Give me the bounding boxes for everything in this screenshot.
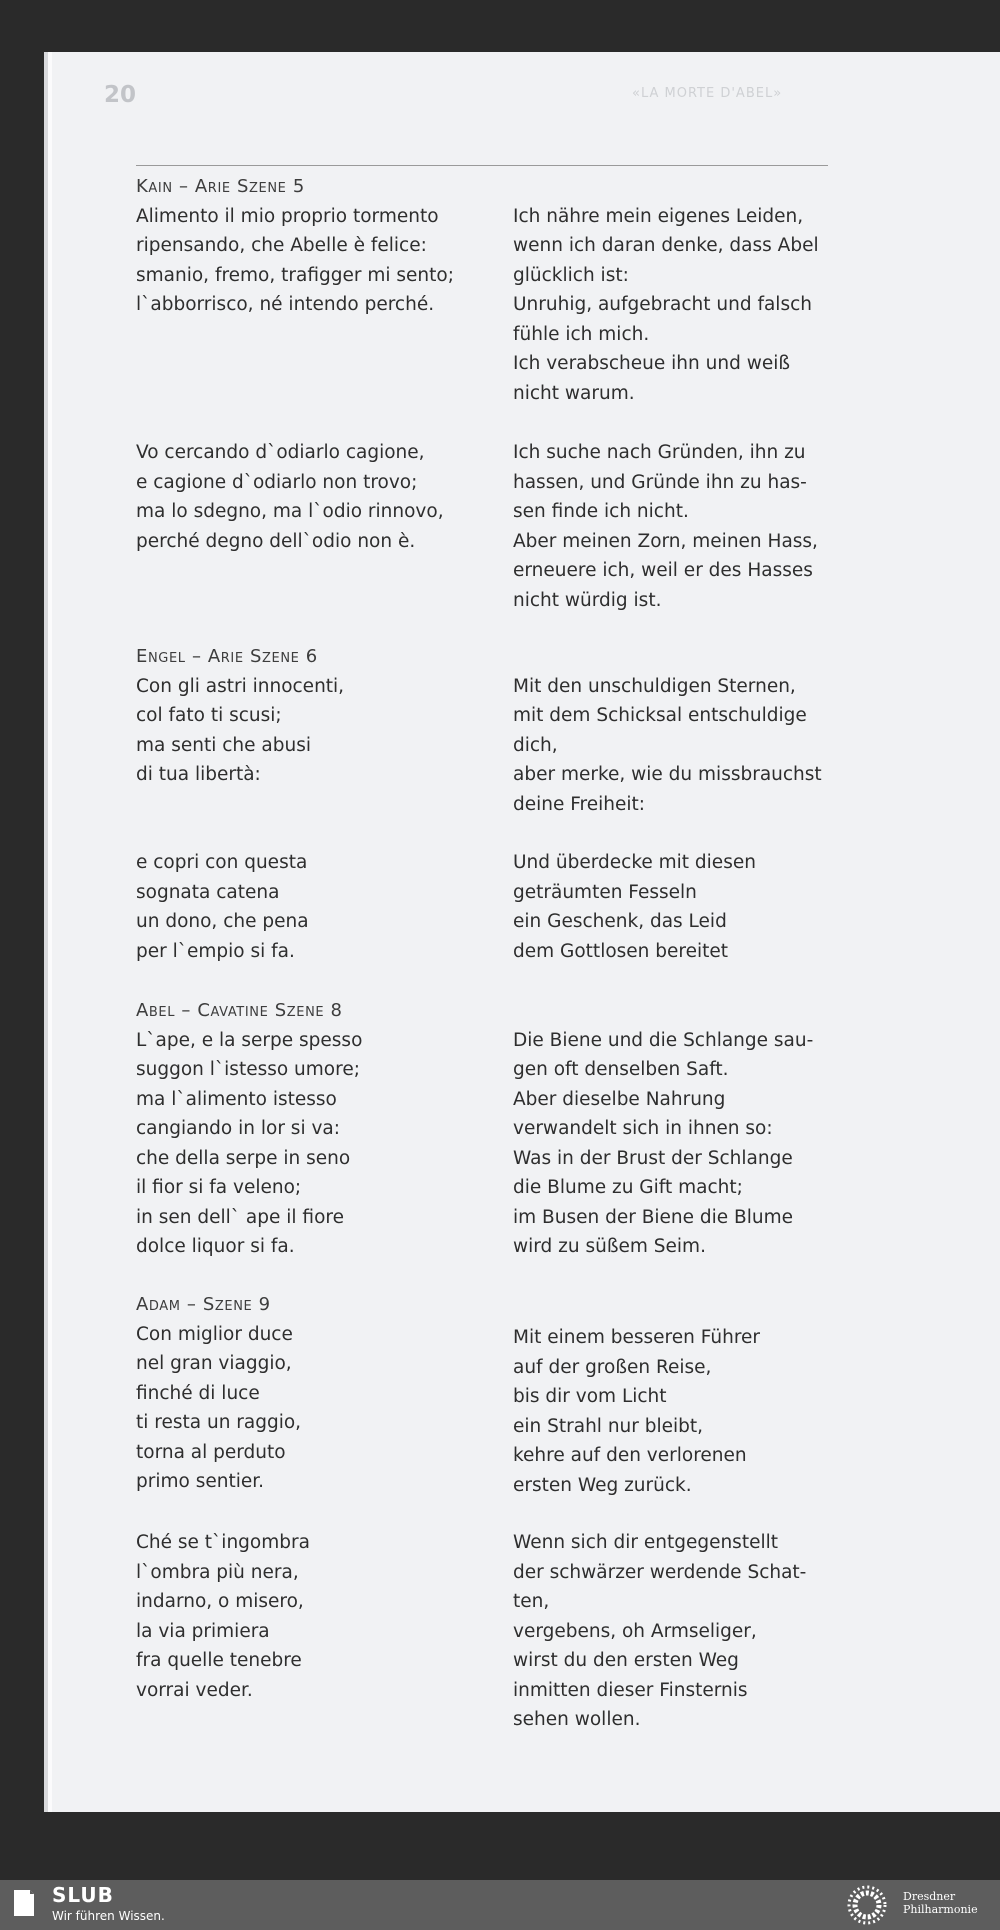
text-line: dem Gottlosen bereitet <box>513 940 729 962</box>
text-line: perché degno dell`odio non è. <box>136 530 416 552</box>
text-line: Unruhig, aufgebracht und falsch <box>513 294 812 315</box>
footer-bar <box>0 1880 1000 1930</box>
text-line: ma senti che abusi <box>136 734 312 756</box>
header-rule <box>136 165 828 166</box>
text-line: indarno, o misero, <box>136 1591 304 1612</box>
text-line: ten, <box>513 1591 550 1612</box>
text-line: Ché se t`ingombra <box>136 1532 310 1553</box>
text-line: Die Biene und die Schlange sau- <box>513 1029 814 1051</box>
text-line: ein Strahl nur bleibt, <box>513 1415 704 1437</box>
library-name[interactable]: SLUB <box>52 1883 114 1907</box>
text-line: torna al perduto <box>136 1441 286 1463</box>
text-line: ti resta un raggio, <box>136 1412 302 1433</box>
text-line: Mit den unschuldigen Sternen, <box>513 675 796 697</box>
text-line: vergebens, oh Armseliger, <box>513 1620 757 1642</box>
text-line: Was in der Brust der Schlange <box>513 1147 793 1169</box>
text-line: primo sentier. <box>136 1471 265 1492</box>
german-translation <box>513 848 843 966</box>
text-line: l`abborrisco, né intendo perché. <box>136 294 435 315</box>
text-line: sognata catena <box>136 881 280 903</box>
text-line: ersten Weg zurück. <box>513 1474 692 1496</box>
text-line: in sen dell` ape il fiore <box>136 1206 344 1228</box>
text-line: cangiando in lor si va: <box>136 1118 340 1139</box>
text-line: Aber dieselbe Nahrung <box>513 1088 726 1110</box>
text-line: fra quelle tenebre <box>136 1650 302 1671</box>
text-line: Ich verabscheue ihn und weiß <box>513 353 791 374</box>
text-line: Mit einem besseren Führer <box>513 1327 761 1348</box>
text-line: la via primiera <box>136 1620 270 1642</box>
partner-name-line-2: Philharmonie <box>903 1903 978 1916</box>
text-line: kehre auf den verlorenen <box>513 1445 747 1466</box>
text-line: Con gli astri innocenti, <box>136 675 345 697</box>
text-line: dich, <box>513 734 558 756</box>
text-line: wenn ich daran denke, dass Abel <box>513 235 819 256</box>
text-line: sehen wollen. <box>513 1709 641 1730</box>
section-heading: Engel – Arie Szene 6 <box>136 646 318 667</box>
text-line: Vo cercando d`odiarlo cagione, <box>136 442 425 463</box>
text-line: glücklich ist: <box>513 264 629 286</box>
italian-text <box>136 1528 506 1705</box>
text-line: un dono, che pena <box>136 911 309 932</box>
text-line: ripensando, che Abelle è felice: <box>136 235 427 256</box>
italian-text <box>136 438 506 556</box>
text-line: Und überdecke mit diesen <box>513 852 756 873</box>
text-line: bis dir vom Licht <box>513 1386 667 1407</box>
text-line: di tua libertà: <box>136 764 261 785</box>
text-line: Alimento il mio proprio tormento <box>136 205 439 227</box>
text-line: sen finde ich nicht. <box>513 501 689 522</box>
text-line: Wenn sich dir entgegenstellt <box>513 1532 778 1553</box>
text-line: Con miglior duce <box>136 1323 293 1345</box>
text-line: nicht warum. <box>513 382 635 404</box>
italian-text <box>136 1026 506 1262</box>
text-line: hassen, und Gründe ihn zu has- <box>513 471 807 493</box>
italian-text <box>136 1320 506 1497</box>
italian-text <box>136 672 506 790</box>
text-line: auf der großen Reise, <box>513 1356 712 1378</box>
text-line: ma lo sdegno, ma l`odio rinnovo, <box>136 501 444 522</box>
text-line: der schwärzer werdende Schat- <box>513 1561 807 1583</box>
text-line: nicht würdig ist. <box>513 589 662 611</box>
text-line: verwandelt sich in ihnen so: <box>513 1118 773 1139</box>
text-line: Ich nähre mein eigenes Leiden, <box>513 205 804 227</box>
german-translation <box>513 438 843 615</box>
text-line: smanio, fremo, trafigger mi sento; <box>136 264 454 286</box>
library-claim: Wir führen Wissen. <box>52 1909 165 1923</box>
page-number: 20 <box>104 82 137 108</box>
text-line: l`ombra più nera, <box>136 1561 299 1583</box>
text-line: deine Freiheit: <box>513 793 646 815</box>
text-line: ma l`alimento istesso <box>136 1088 337 1110</box>
partner-name <box>903 1890 978 1916</box>
text-line: e copri con questa <box>136 852 308 873</box>
text-line: il fior si fa veleno; <box>136 1177 302 1198</box>
text-line: inmitten dieser Finsternis <box>513 1679 748 1701</box>
text-line: L`ape, e la serpe spesso <box>136 1029 363 1051</box>
section-heading: Abel – Cavatine Szene 8 <box>136 1000 343 1021</box>
text-line: nel gran viaggio, <box>136 1353 292 1374</box>
text-line: erneuere ich, weil er des Hasses <box>513 560 813 581</box>
philharmonie-logo-icon <box>840 1883 894 1927</box>
text-line: im Busen der Biene die Blume <box>513 1206 794 1228</box>
text-line: Aber meinen Zorn, meinen Hass, <box>513 530 818 552</box>
text-line: Ich suche nach Gründen, ihn zu <box>513 442 806 463</box>
text-line: vorrai veder. <box>136 1679 253 1701</box>
text-line: fühle ich mich. <box>513 323 650 345</box>
text-line: finché di luce <box>136 1382 260 1404</box>
german-translation <box>513 1323 843 1500</box>
text-line: gen oft denselben Saft. <box>513 1059 729 1080</box>
text-line: wirst du den ersten Weg <box>513 1650 739 1671</box>
text-line: col fato ti scusi; <box>136 705 282 726</box>
slub-logo-icon <box>12 1888 36 1918</box>
german-translation <box>513 1026 843 1262</box>
german-translation <box>513 202 843 409</box>
text-line: e cagione d`odiarlo non trovo; <box>136 471 418 493</box>
german-translation <box>513 1528 843 1735</box>
text-line: geträumten Fesseln <box>513 881 697 903</box>
text-line: suggon l`istesso umore; <box>136 1059 360 1080</box>
italian-text <box>136 848 506 966</box>
text-line: aber merke, wie du missbrauchst <box>513 764 822 785</box>
text-line: wird zu süßem Seim. <box>513 1236 706 1257</box>
italian-text <box>136 202 506 320</box>
text-line: die Blume zu Gift macht; <box>513 1177 743 1198</box>
partner-name-line-1: Dresdner <box>903 1890 956 1903</box>
text-line: per l`empio si fa. <box>136 940 295 962</box>
section-heading: Adam – Szene 9 <box>136 1294 271 1315</box>
section-heading: Kain – Arie Szene 5 <box>136 176 305 197</box>
text-line: che della serpe in seno <box>136 1147 351 1169</box>
german-translation <box>513 672 843 820</box>
text-line: dolce liquor si fa. <box>136 1236 295 1257</box>
text-line: mit dem Schicksal entschuldige <box>513 705 807 726</box>
text-line: ein Geschenk, das Leid <box>513 911 727 932</box>
running-head: «LA MORTE D'ABEL» <box>632 86 783 101</box>
